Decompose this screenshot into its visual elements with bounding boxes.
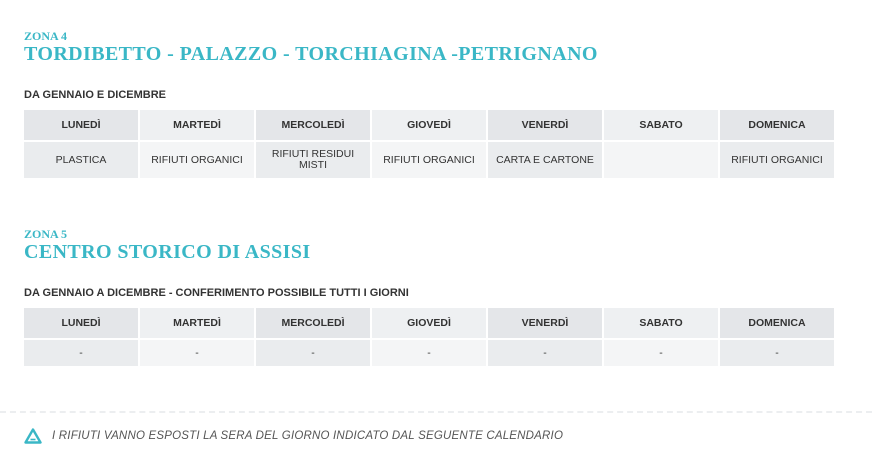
day-header: GIOVEDÌ: [372, 308, 486, 338]
schedule-cell: RIFIUTI RESIDUI MISTI: [256, 142, 370, 178]
day-header: SABATO: [604, 110, 718, 140]
notice-banner: [24, 428, 563, 444]
schedule-cell: RIFIUTI ORGANICI: [372, 142, 486, 178]
schedule-cell: -: [372, 340, 486, 366]
day-header: VENERDÌ: [488, 308, 602, 338]
day-header: SABATO: [604, 308, 718, 338]
day-header: GIOVEDÌ: [372, 110, 486, 140]
day-header: LUNEDÌ: [24, 110, 138, 140]
zone-label: ZONA 4: [24, 29, 68, 43]
zone-4-section: [24, 30, 834, 65]
zone-label: ZONA 5: [24, 227, 68, 241]
schedule-cell: -: [720, 340, 834, 366]
schedule-cell: RIFIUTI ORGANICI: [140, 142, 254, 178]
table-row: [24, 142, 834, 178]
zone-5-section: [24, 228, 834, 263]
day-header: VENERDÌ: [488, 110, 602, 140]
table-header-row: [24, 308, 834, 338]
zone-period: DA GENNAIO E DICEMBRE: [24, 89, 166, 101]
schedule-cell: CARTA E CARTONE: [488, 142, 602, 178]
day-header: MARTEDÌ: [140, 308, 254, 338]
warning-triangle-icon: [24, 428, 42, 444]
zone-title: CENTRO STORICO DI ASSISI: [24, 241, 311, 263]
schedule-table: [22, 306, 836, 368]
zone-period: DA GENNAIO A DICEMBRE - CONFERIMENTO POSSIBILE TUTTI I GIORNI: [24, 287, 409, 299]
schedule-cell: -: [140, 340, 254, 366]
schedule-cell: -: [604, 340, 718, 366]
day-header: LUNEDÌ: [24, 308, 138, 338]
day-header: MARTEDÌ: [140, 110, 254, 140]
day-header: MERCOLEDÌ: [256, 110, 370, 140]
day-header: DOMENICA: [720, 110, 834, 140]
schedule-cell: PLASTICA: [24, 142, 138, 178]
table-row: [24, 340, 834, 366]
dashed-divider: [0, 411, 872, 413]
schedule-cell: -: [488, 340, 602, 366]
schedule-table: [22, 108, 836, 180]
zone-title: TORDIBETTO - PALAZZO - TORCHIAGINA -PETRIGNANO: [24, 43, 598, 65]
schedule-cell: -: [256, 340, 370, 366]
day-header: MERCOLEDÌ: [256, 308, 370, 338]
schedule-cell: -: [24, 340, 138, 366]
schedule-cell: [604, 142, 718, 178]
notice-text: I RIFIUTI VANNO ESPOSTI LA SERA DEL GIORNO INDICATO DAL SEGUENTE CALENDARIO: [52, 430, 564, 442]
day-header: DOMENICA: [720, 308, 834, 338]
table-header-row: [24, 110, 834, 140]
schedule-cell: RIFIUTI ORGANICI: [720, 142, 834, 178]
